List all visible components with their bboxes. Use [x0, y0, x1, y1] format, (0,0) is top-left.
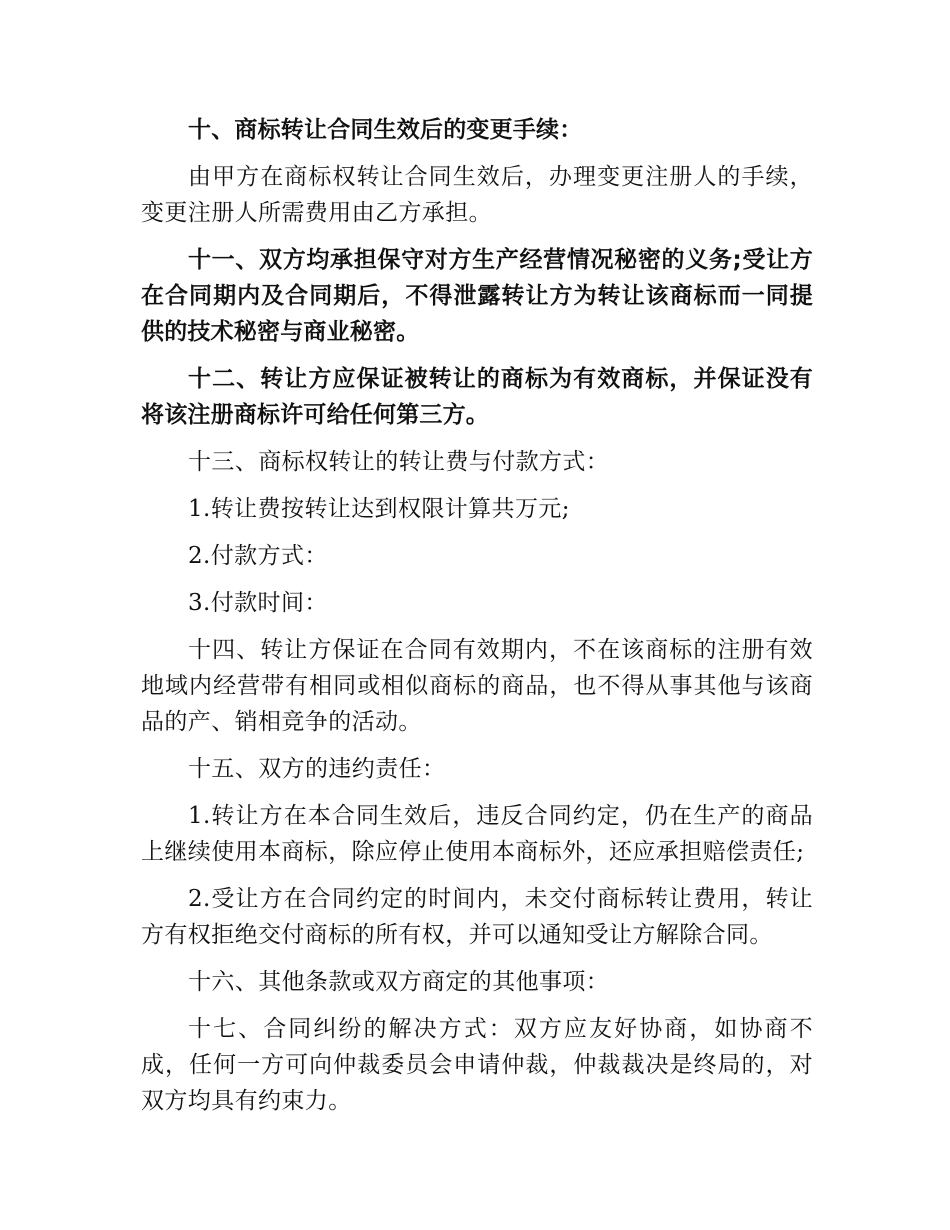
clause-13-item-2: 2.付款方式：: [188, 543, 328, 569]
clause-11-confidentiality: 十一、双方均承担保守对方生产经营情况秘密的义务;受让方在合同期内及合同期后，不得泄露转让方为转让该商标而一同提供的技术秘密与商业秘密。: [141, 247, 813, 345]
clause-10-body: 由甲方在商标权转让合同生效后，办理变更注册人的手续，变更注册人所需费用由乙方承担。: [141, 164, 813, 226]
clause-15-item-1: 1.转让方在本合同生效后，违反合同约定，仍在生产的商品上继续使用本商标，除应停止使用本商标外，还应承担赔偿责任;: [141, 803, 813, 865]
clause-10-heading: 十、商标转让合同生效后的变更手续：: [188, 117, 583, 143]
clause-15-item-2: 2.受让方在合同约定的时间内，未交付商标转让费用，转让方有权拒绝交付商标的所有权，并可以通知受让方解除合同。: [141, 886, 813, 948]
clause-13-item-3: 3.付款时间：: [188, 590, 328, 616]
clause-17-dispute-resolution: 十七、合同纠纷的解决方式：双方应友好协商，如协商不成，任何一方可向仲裁委员会申请仲裁，仲裁裁决是终局的，对双方均具有约束力。: [141, 1016, 813, 1114]
clause-14-non-compete: 十四、转让方保证在合同有效期内，不在该商标的注册有效地域内经营带有相同或相似商标的商品，也不得从事其他与该商品的产、销相竞争的活动。: [141, 637, 813, 735]
clause-12-trademark-validity: 十二、转让方应保证被转让的商标为有效商标，并保证没有将该注册商标许可给任何第三方。: [141, 366, 813, 428]
document-body: [141, 112, 813, 1130]
clause-13-item-1: 1.转让费按转让达到权限计算共万元;: [188, 496, 570, 522]
clause-16-other-terms: 十六、其他条款或双方商定的其他事项：: [188, 969, 610, 995]
clause-13-heading: 十三、商标权转让的转让费与付款方式：: [188, 449, 610, 475]
clause-15-heading: 十五、双方的违约责任：: [188, 756, 446, 782]
